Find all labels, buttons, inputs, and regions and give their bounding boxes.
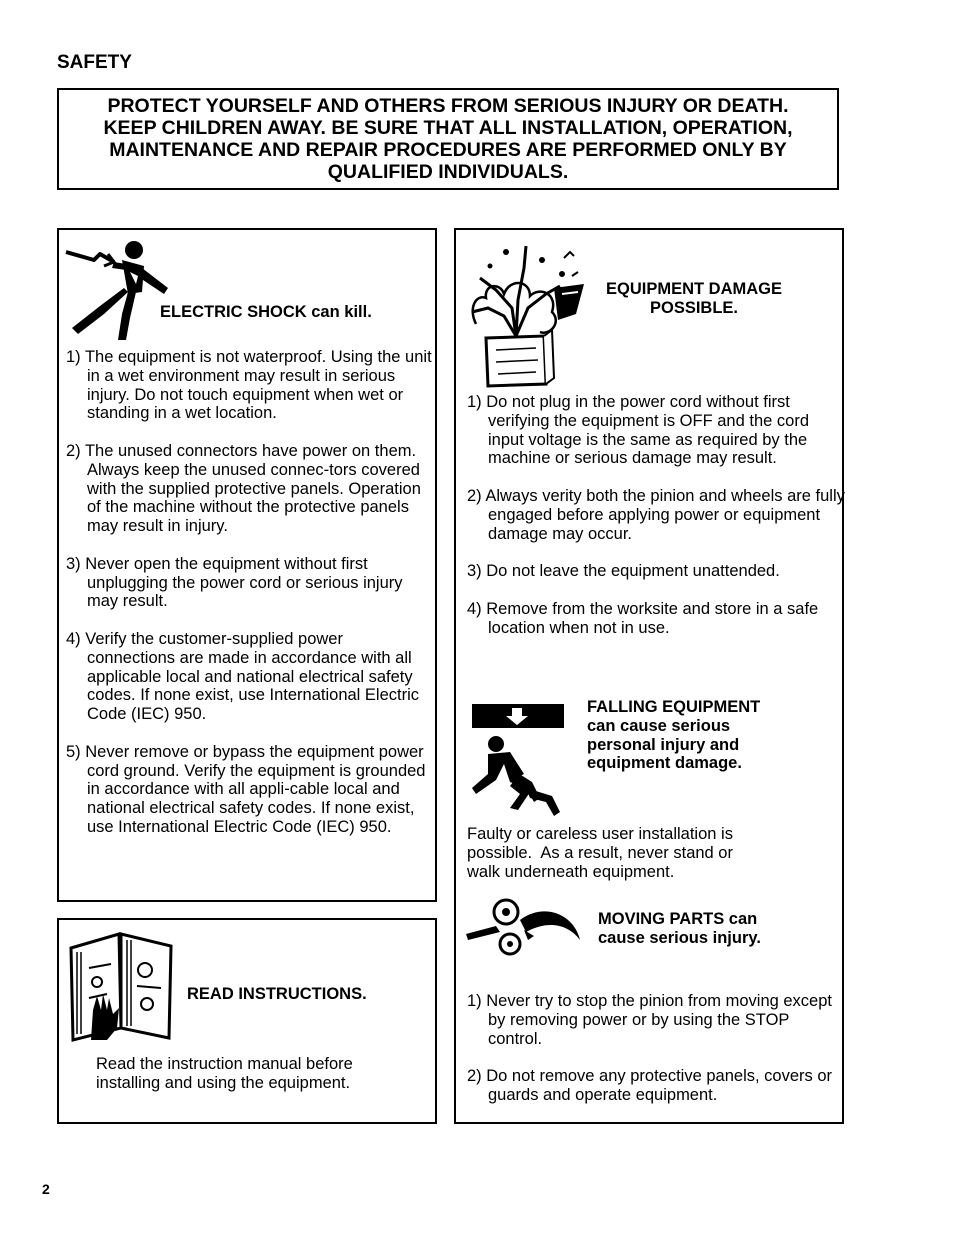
moving-item-1: 1) Never try to stop the pinion from moving except by removing power or by using the STOP control. [467,992,832,1048]
warning-banner [57,88,839,190]
warning-line: PROTECT YOURSELF AND OTHERS FROM SERIOUS INJURY OR DEATH. [107,95,789,117]
equipment-damage-label [576,280,812,318]
read-instructions-text [96,1055,353,1093]
falling-text-line: walk underneath equipment. [467,862,675,881]
moving-parts-label [598,910,761,948]
falling-label-line: FALLING EQUIPMENT [587,698,761,716]
falling-label-line: can cause serious [587,716,731,735]
moving-label-line: cause serious injury. [598,928,761,947]
moving-parts-icon [464,896,584,968]
falling-equipment-label [587,698,760,773]
electric-item-1: 1) The equipment is not waterproof. Using the unit in a wet environment may result in serious injury. Do not touch equipment when wet or standing in a wet location. [66,348,432,423]
electric-shock-label: ELECTRIC SHOCK can kill. [160,303,372,321]
moving-item-2: 2) Do not remove any protective panels, covers or guards and operate equipment. [467,1067,833,1104]
warning-line: MAINTENANCE AND REPAIR PROCEDURES ARE PERFORMED ONLY BY [109,139,787,161]
read-instructions-label: READ INSTRUCTIONS. [187,985,367,1003]
falling-equipment-text [467,825,733,881]
warning-line: KEEP CHILDREN AWAY. BE SURE THAT ALL INSTALLATION, OPERATION, [103,117,793,139]
falling-equipment-icon [470,702,570,817]
electric-item-4: 4) Verify the customer-supplied power connections are made in accordance with all applicable local and national electrical safety codes. If none exist, use International Electric Code (IEC) 950. [66,629,420,724]
warning-line: QUALIFIED INDIVIDUALS. [327,161,569,183]
read-instructions-panel [57,918,437,1124]
equipment-damage-label-line: EQUIPMENT DAMAGE [605,280,782,298]
damage-item-1: 1) Do not plug in the power cord without first verifying the equipment is OFF and the cord input voltage is the same as required by the machine or serious damage may result. [467,393,809,468]
damage-item-3: 3) Do not leave the equipment unattended. [467,562,780,581]
instruction-manual-icon [67,928,177,1040]
falling-text-line: possible. As a result, never stand or [467,843,733,862]
falling-text-line: Faulty or careless user installation is [467,825,733,843]
electric-shock-panel [57,228,437,902]
section-title: SAFETY [57,52,132,73]
falling-label-line: equipment damage. [587,754,742,773]
page-number: 2 [42,1181,50,1197]
explosion-icon [466,238,586,388]
electric-item-3: 3) Never open the equipment without first unplugging the power cord or serious injury may result. [66,554,403,611]
electric-item-2: 2) The unused connectors have power on them. Always keep the unused connec-tors covered with the supplied protective panels. Operation of the machine without the protective panels may result in injury. [66,441,421,536]
moving-label-line: MOVING PARTS can [598,910,758,928]
read-text-line: Read the instruction manual before [96,1055,353,1073]
damage-item-2: 2) Always verity both the pinion and wheels are fully engaged before applying power or equipment damage may occur. [467,486,845,543]
falling-label-line: personal injury and [587,735,740,754]
equipment-damage-label-line: POSSIBLE. [649,298,739,317]
read-text-line: installing and using the equipment. [96,1073,351,1092]
equipment-safety-panel [454,228,844,1124]
damage-item-4: 4) Remove from the worksite and store in a safe location when not in use. [467,599,819,637]
electric-item-5: 5) Never remove or bypass the equipment power cord ground. Verify the equipment is grounded in accordance with all appli-cable local and national electrical safety codes. If none exist, use International Electric Code (IEC) 950. [66,742,426,836]
